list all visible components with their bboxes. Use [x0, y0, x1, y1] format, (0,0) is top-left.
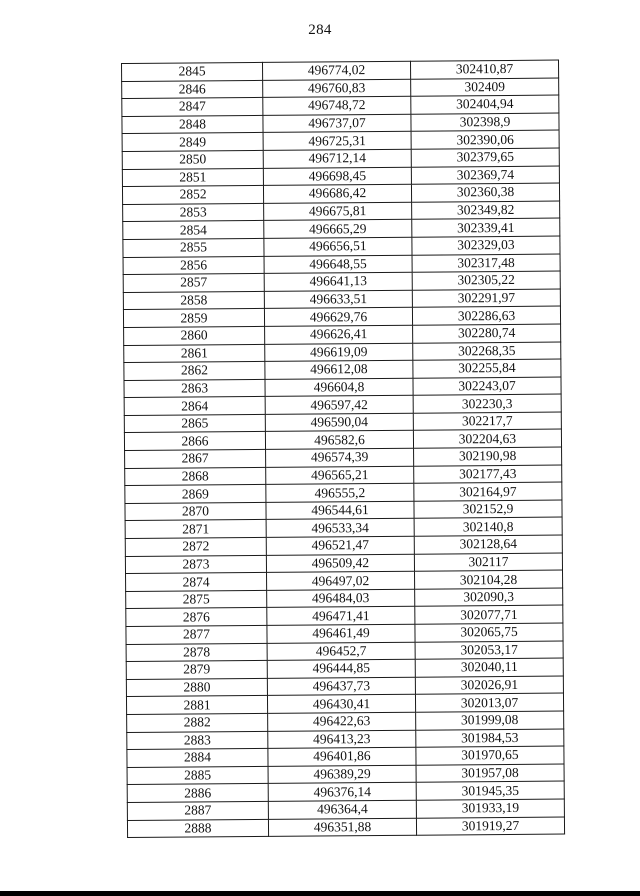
x-coordinate-cell: 496533,34 [266, 519, 414, 538]
point-number-cell: 2882 [127, 713, 268, 732]
point-number-cell: 2885 [127, 766, 268, 785]
point-number-cell: 2869 [125, 485, 266, 504]
y-coordinate-cell: 302404,94 [411, 95, 559, 114]
x-coordinate-cell: 496401,86 [268, 747, 416, 766]
y-coordinate-cell: 302409 [411, 78, 559, 97]
table-row [127, 817, 564, 838]
x-coordinate-cell: 496413,23 [268, 730, 416, 749]
point-number-cell: 2872 [125, 537, 266, 556]
y-coordinate-cell: 302390,06 [411, 130, 559, 149]
y-coordinate-cell: 302140,8 [414, 517, 562, 536]
x-coordinate-cell: 496626,41 [265, 325, 413, 344]
point-number-cell: 2857 [123, 274, 264, 293]
y-coordinate-cell: 302379,65 [411, 148, 559, 167]
x-coordinate-cell: 496604,8 [265, 378, 413, 397]
coordinates-table-body [122, 60, 565, 838]
x-coordinate-cell: 496737,07 [263, 114, 411, 133]
point-number-cell: 2886 [127, 784, 268, 803]
x-coordinate-cell: 496675,81 [264, 202, 412, 221]
x-coordinate-cell: 496452,7 [267, 642, 415, 661]
x-coordinate-cell: 496619,09 [265, 343, 413, 362]
point-number-cell: 2868 [125, 467, 266, 486]
point-number-cell: 2874 [126, 573, 267, 592]
x-coordinate-cell: 496725,31 [263, 132, 411, 151]
point-number-cell: 2852 [122, 186, 263, 205]
x-coordinate-cell: 496471,41 [267, 607, 415, 626]
y-coordinate-cell: 301957,08 [416, 764, 564, 783]
x-coordinate-cell: 496698,45 [263, 167, 411, 186]
x-coordinate-cell: 496565,21 [266, 466, 414, 485]
y-coordinate-cell: 302410,87 [410, 60, 558, 79]
point-number-cell: 2863 [124, 379, 265, 398]
x-coordinate-cell: 496629,76 [264, 308, 412, 327]
page-number: 284 [308, 22, 332, 38]
point-number-cell: 2847 [122, 98, 263, 117]
x-coordinate-cell: 496430,41 [267, 695, 415, 714]
y-coordinate-cell: 301970,65 [416, 746, 564, 765]
point-number-cell: 2875 [126, 590, 267, 609]
x-coordinate-cell: 496389,29 [268, 765, 416, 784]
point-number-cell: 2845 [122, 62, 263, 81]
point-number-cell: 2846 [122, 80, 263, 99]
point-number-cell: 2887 [127, 801, 268, 820]
x-coordinate-cell: 496648,55 [264, 255, 412, 274]
point-number-cell: 2865 [124, 414, 265, 433]
y-coordinate-cell: 301999,08 [416, 711, 564, 730]
x-coordinate-cell: 496437,73 [267, 677, 415, 696]
point-number-cell: 2859 [123, 309, 264, 328]
x-coordinate-cell: 496497,02 [267, 571, 415, 590]
point-number-cell: 2850 [122, 150, 263, 169]
x-coordinate-cell: 496597,42 [265, 395, 413, 414]
point-number-cell: 2864 [124, 397, 265, 416]
point-number-cell: 2871 [125, 520, 266, 539]
y-coordinate-cell: 302230,3 [413, 394, 561, 413]
point-number-cell: 2848 [122, 115, 263, 134]
x-coordinate-cell: 496774,02 [262, 61, 410, 80]
y-coordinate-cell: 302117 [414, 553, 562, 572]
x-coordinate-cell: 496351,88 [268, 818, 416, 837]
point-number-cell: 2861 [124, 344, 265, 363]
y-coordinate-cell: 301984,53 [416, 729, 564, 748]
y-coordinate-cell: 301945,35 [416, 781, 564, 800]
point-number-cell: 2870 [125, 502, 266, 521]
y-coordinate-cell: 302065,75 [415, 623, 563, 642]
y-coordinate-cell: 302329,03 [412, 236, 560, 255]
point-number-cell: 2855 [123, 238, 264, 257]
x-coordinate-cell: 496633,51 [264, 290, 412, 309]
y-coordinate-cell: 302104,28 [415, 570, 563, 589]
point-number-cell: 2876 [126, 608, 267, 627]
y-coordinate-cell: 302280,74 [413, 324, 561, 343]
y-coordinate-cell: 302152,9 [414, 500, 562, 519]
coordinates-table [121, 60, 565, 839]
x-coordinate-cell: 496364,4 [268, 800, 416, 819]
x-coordinate-cell: 496748,72 [263, 96, 411, 115]
y-coordinate-cell: 302128,64 [414, 535, 562, 554]
x-coordinate-cell: 496555,2 [266, 483, 414, 502]
y-coordinate-cell: 302204,63 [413, 430, 561, 449]
point-number-cell: 2879 [126, 661, 267, 680]
point-number-cell: 2878 [126, 643, 267, 662]
x-coordinate-cell: 496574,39 [266, 448, 414, 467]
y-coordinate-cell: 302268,35 [413, 342, 561, 361]
point-number-cell: 2858 [123, 291, 264, 310]
point-number-cell: 2880 [126, 678, 267, 697]
y-coordinate-cell: 302305,22 [412, 271, 560, 290]
x-coordinate-cell: 496665,29 [264, 220, 412, 239]
y-coordinate-cell: 302291,97 [412, 289, 560, 308]
x-coordinate-cell: 496641,13 [264, 272, 412, 291]
x-coordinate-cell: 496582,6 [265, 431, 413, 450]
y-coordinate-cell: 302164,97 [414, 482, 562, 501]
point-number-cell: 2856 [123, 256, 264, 275]
point-number-cell: 2854 [123, 221, 264, 240]
x-coordinate-cell: 496590,04 [265, 413, 413, 432]
point-number-cell: 2873 [125, 555, 266, 574]
x-coordinate-cell: 496461,49 [267, 624, 415, 643]
point-number-cell: 2883 [127, 731, 268, 750]
y-coordinate-cell: 302217,7 [413, 412, 561, 431]
y-coordinate-cell: 302243,07 [413, 377, 561, 396]
x-coordinate-cell: 496484,03 [267, 589, 415, 608]
y-coordinate-cell: 302317,48 [412, 254, 560, 273]
y-coordinate-cell: 302349,82 [412, 201, 560, 220]
x-coordinate-cell: 496521,47 [266, 536, 414, 555]
scan-bottom-edge [0, 891, 640, 896]
point-number-cell: 2860 [124, 326, 265, 345]
y-coordinate-cell: 302398,9 [411, 113, 559, 132]
x-coordinate-cell: 496686,42 [263, 184, 411, 203]
y-coordinate-cell: 302339,41 [412, 218, 560, 237]
point-number-cell: 2884 [127, 749, 268, 768]
point-number-cell: 2877 [126, 625, 267, 644]
point-number-cell: 2851 [122, 168, 263, 187]
y-coordinate-cell: 301919,27 [416, 817, 564, 836]
x-coordinate-cell: 496712,14 [263, 149, 411, 168]
y-coordinate-cell: 302360,38 [411, 183, 559, 202]
x-coordinate-cell: 496422,63 [268, 712, 416, 731]
x-coordinate-cell: 496656,51 [264, 237, 412, 256]
x-coordinate-cell: 496509,42 [266, 554, 414, 573]
x-coordinate-cell: 496612,08 [265, 360, 413, 379]
y-coordinate-cell: 302190,98 [414, 447, 562, 466]
x-coordinate-cell: 496444,85 [267, 659, 415, 678]
point-number-cell: 2881 [126, 696, 267, 715]
point-number-cell: 2867 [125, 449, 266, 468]
x-coordinate-cell: 496760,83 [263, 79, 411, 98]
y-coordinate-cell: 301933,19 [416, 799, 564, 818]
y-coordinate-cell: 302090,3 [415, 588, 563, 607]
point-number-cell: 2862 [124, 361, 265, 380]
x-coordinate-cell: 496376,14 [268, 783, 416, 802]
y-coordinate-cell: 302026,91 [415, 676, 563, 695]
point-number-cell: 2888 [127, 819, 268, 838]
y-coordinate-cell: 302255,84 [413, 359, 561, 378]
point-number-cell: 2853 [123, 203, 264, 222]
y-coordinate-cell: 302053,17 [415, 641, 563, 660]
y-coordinate-cell: 302286,63 [412, 306, 560, 325]
y-coordinate-cell: 302177,43 [414, 465, 562, 484]
x-coordinate-cell: 496544,61 [266, 501, 414, 520]
y-coordinate-cell: 302013,07 [415, 693, 563, 712]
point-number-cell: 2849 [122, 133, 263, 152]
y-coordinate-cell: 302040,11 [415, 658, 563, 677]
y-coordinate-cell: 302077,71 [415, 605, 563, 624]
y-coordinate-cell: 302369,74 [411, 166, 559, 185]
point-number-cell: 2866 [124, 432, 265, 451]
